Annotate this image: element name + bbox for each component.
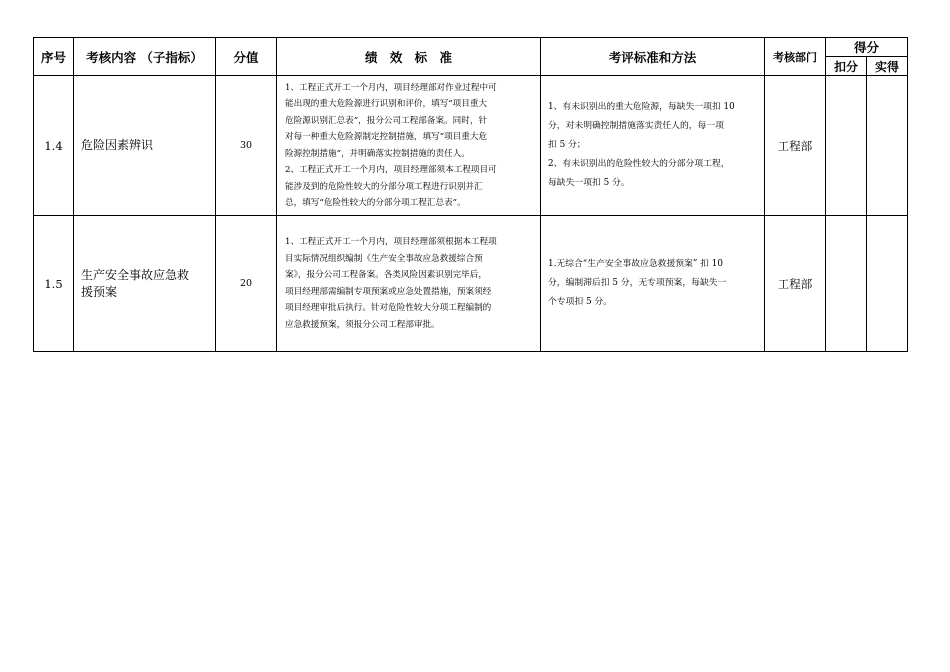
header-method: 考评标准和方法 (541, 38, 765, 76)
table-row (34, 76, 908, 216)
method-line: 分，对未明确控制措施落实责任人的，每一项 (548, 121, 724, 131)
header-standard: 绩 效 标 准 (277, 38, 541, 76)
method-line: 扣 5 分； (548, 140, 586, 150)
row-method (541, 76, 765, 216)
standard-line: 总，填写“危险性较大的分部分项工程汇总表”。 (285, 198, 466, 208)
row-standard (277, 76, 541, 216)
header-actual: 实得 (867, 57, 908, 76)
header-seq: 序号 (34, 38, 74, 76)
standard-line: 案》，报分公司工程备案。各类风险因素识别完毕后， (285, 270, 487, 280)
row-score: 20 (216, 216, 277, 352)
method-line: 每缺失一项扣 5 分。 (548, 178, 630, 188)
standard-line: 应急救援预案，须报分公司工程部审批。 (285, 319, 440, 330)
method-line: 个专项扣 5 分。 (548, 297, 612, 307)
row-deduct-cell[interactable] (826, 76, 867, 216)
method-line: 1、有未识别出的重大危险源，每缺失一项扣 10 (548, 102, 735, 112)
row-deduct-cell[interactable] (826, 216, 867, 352)
row-item: 危险因素辨识 (74, 76, 216, 216)
standard-line: 项目经理审批后执行。针对危险性较大分项工程编制的 (285, 303, 492, 313)
table-row (34, 216, 908, 352)
row-item: 生产安全事故应急救援预案 (74, 216, 216, 352)
row-score: 30 (216, 76, 277, 216)
row-dept: 工程部 (765, 216, 826, 352)
method-line: 2、有未识别出的危险性较大的分部分项工程， (548, 159, 730, 169)
row-seq: 1.5 (34, 216, 74, 352)
header-dept: 考核部门 (765, 38, 826, 76)
standard-line: 目实际情况组织编制《生产安全事故应急救援综合预 (285, 253, 483, 264)
header-result: 得分 (826, 38, 908, 57)
row-seq: 1.4 (34, 76, 74, 216)
method-line: 1.无综合“生产安全事故应急救援预案” 扣 10 (548, 259, 723, 269)
standard-line: 1、工程正式开工一个月内，项目经理部对作业过程中可 (285, 82, 497, 93)
header-score: 分值 (216, 38, 277, 76)
assessment-table (33, 37, 908, 352)
standard-line: 对每一种重大危险源制定控制措施，填写“项目重大危 (285, 132, 488, 142)
row-actual-cell[interactable] (867, 216, 908, 352)
row-standard (277, 216, 541, 352)
standard-line: 项目经理部需编制专项预案或应急处置措施，预案须经 (285, 286, 492, 297)
header-deduct: 扣分 (826, 57, 867, 76)
row-actual-cell[interactable] (867, 76, 908, 216)
header-content: 考核内容 （子指标） (74, 38, 216, 76)
standard-line: 危险源识别汇总表”，报分公司工程部备案。同时，针 (285, 115, 488, 126)
standard-line: 能出现的重大危险源进行识别和评价，填写“项目重大 (285, 99, 488, 109)
row-method (541, 216, 765, 352)
method-line: 分，编制滞后扣 5 分，无专项预案，每缺失一 (548, 278, 727, 288)
standard-line: 能涉及到的危险性较大的分部分项工程进行识别并汇 (285, 181, 483, 192)
standard-line: 1、工程正式开工一个月内，项目经理部须根据本工程项 (285, 237, 497, 247)
row-dept: 工程部 (765, 76, 826, 216)
standard-line: 险源控制措施”，并明确落实控制措施的责任人。 (285, 148, 470, 159)
standard-line: 2、工程正式开工一个月内，项目经理部须本工程项目可 (285, 165, 497, 175)
